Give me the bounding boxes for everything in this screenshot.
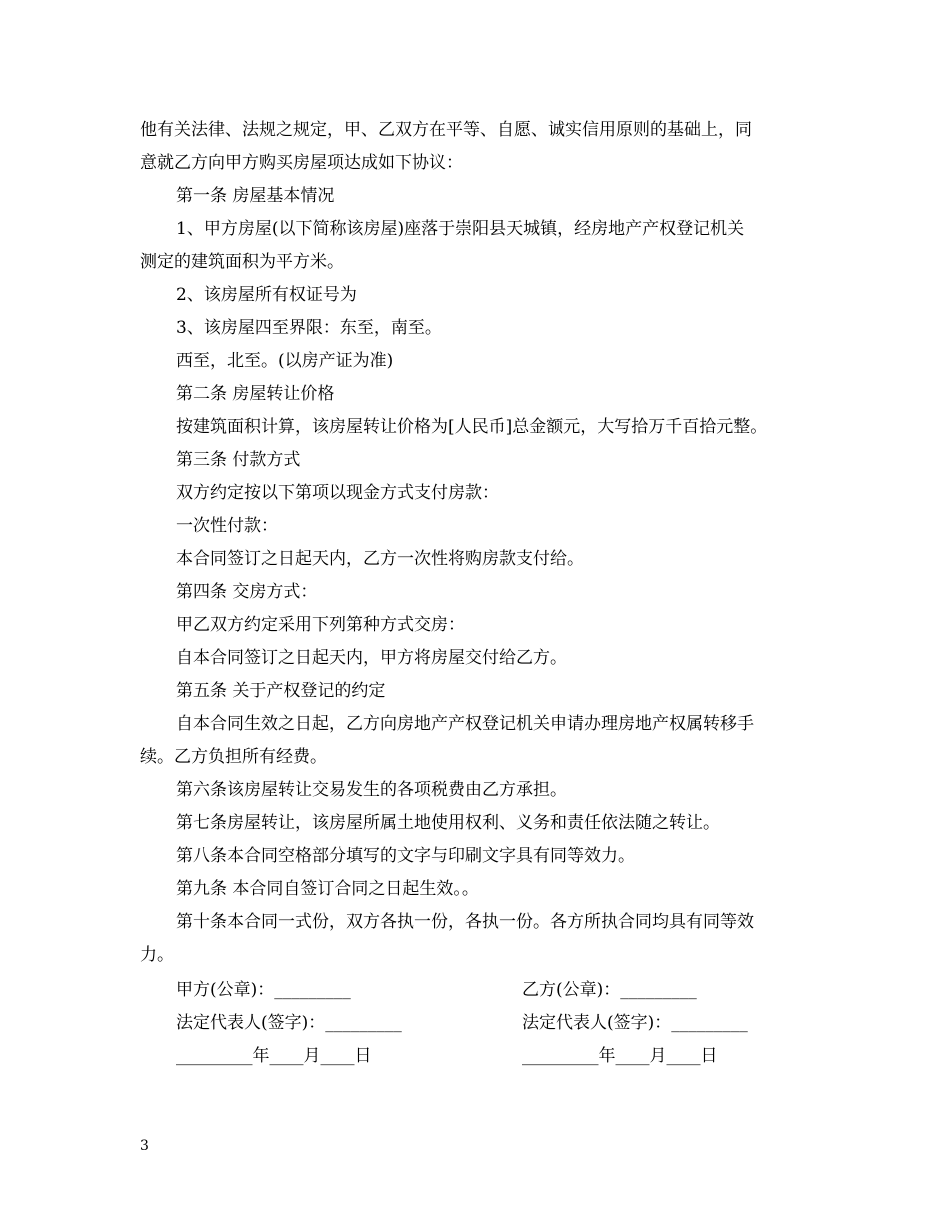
article-heading-3: 第三条 付款方式 [176, 450, 301, 470]
paragraph-line: 力。 [140, 945, 174, 965]
article-7: 第七条房屋转让，该房屋所属土地使用权利、义务和责任依法随之转让。 [176, 813, 720, 833]
article-8: 第八条本合同空格部分填写的文字与印刷文字具有同等效力。 [176, 846, 635, 866]
article-9: 第九条 本合同自签订合同之日起生效。。 [176, 879, 479, 899]
paragraph-line: 一次性付款： [176, 516, 278, 536]
party-a-representative-line: 法定代表人(签字)：_________ [176, 1013, 402, 1033]
party-a-date-line: _________年____月____日 [176, 1046, 372, 1066]
paragraph-line: 按建筑面积计算，该房屋转让价格为[人民币]总金额元，大写拾万千百拾元整。 [176, 417, 768, 437]
paragraph-line: 双方约定按以下第项以现金方式支付房款： [176, 483, 499, 503]
paragraph-line: 自本合同生效之日起，乙方向房地产产权登记机关申请办理房地产权属转移手 [176, 714, 754, 734]
paragraph-line: 2、该房屋所有权证号为 [176, 285, 357, 305]
party-b-representative-line: 法定代表人(签字)：_________ [522, 1013, 748, 1033]
paragraph-line: 3、该房屋四至界限：东至，南至。 [176, 318, 442, 338]
party-b-seal-line: 乙方(公章)：_________ [522, 980, 697, 1000]
article-heading-2: 第二条 房屋转让价格 [176, 384, 335, 404]
paragraph-line: 他有关法律、法规之规定，甲、乙双方在平等、自愿、诚实信用原则的基础上，同 [140, 120, 752, 140]
paragraph-line: 自本合同签订之日起天内，甲方将房屋交付给乙方。 [176, 648, 567, 668]
paragraph-line: 续。乙方负担所有经费。 [140, 747, 327, 767]
paragraph-line: 测定的建筑面积为平方米。 [140, 252, 344, 272]
party-a-seal-line: 甲方(公章)：_________ [176, 980, 351, 1000]
article-10: 第十条本合同一式份，双方各执一份，各执一份。各方所执合同均具有同等效 [176, 912, 754, 932]
page-number: 3 [140, 1138, 149, 1154]
paragraph-line: 1、甲方房屋(以下简称该房屋)座落于崇阳县天城镇，经房地产产权登记机关 [176, 219, 745, 239]
article-6: 第六条该房屋转让交易发生的各项税费由乙方承担。 [176, 780, 567, 800]
paragraph-line: 本合同签订之日起天内，乙方一次性将购房款支付给。 [176, 549, 584, 569]
article-heading-1: 第一条 房屋基本情况 [176, 186, 335, 206]
paragraph-line: 西至，北至。(以房产证为准) [176, 351, 394, 371]
paragraph-line: 甲乙双方约定采用下列第种方式交房： [176, 615, 465, 635]
paragraph-line: 意就乙方向甲方购买房屋项达成如下协议： [140, 153, 463, 173]
article-heading-5: 第五条 关于产权登记的约定 [176, 681, 386, 701]
article-heading-4: 第四条 交房方式： [176, 582, 318, 602]
party-b-date-line: _________年____月____日 [522, 1046, 718, 1066]
